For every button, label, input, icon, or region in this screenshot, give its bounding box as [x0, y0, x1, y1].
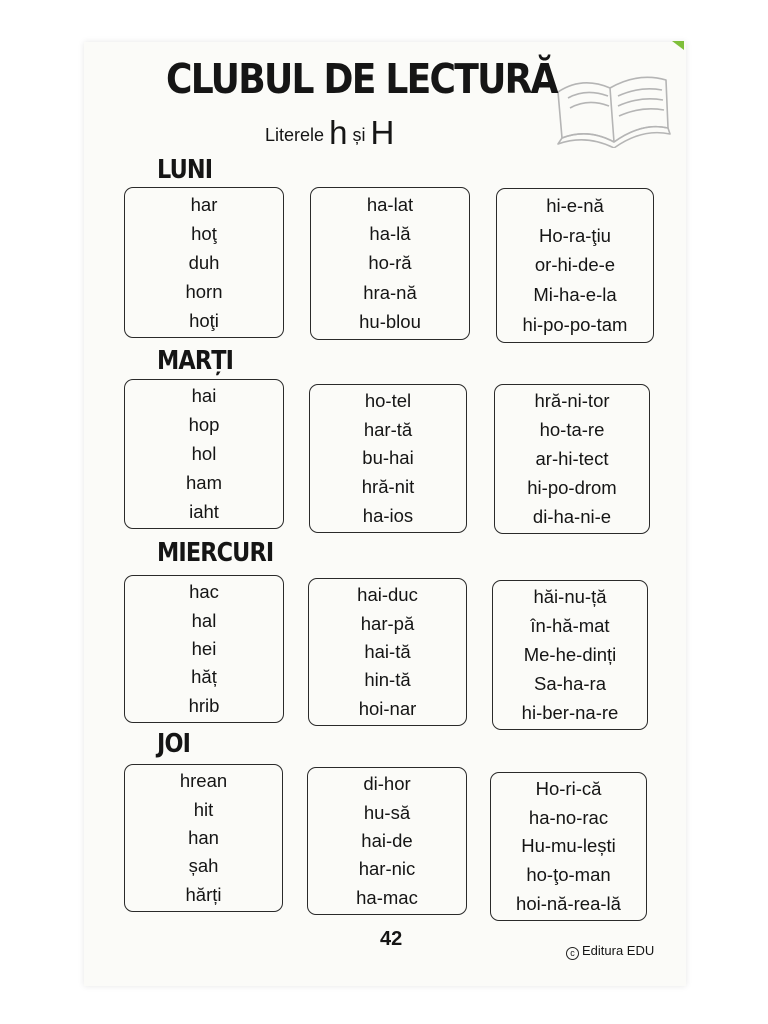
- word-box-luni-1: [124, 187, 284, 338]
- word-box-luni-3: [496, 188, 654, 343]
- word: ha-ios: [362, 504, 414, 526]
- word: hu-blou: [359, 311, 421, 333]
- word: hin-tă: [364, 669, 411, 691]
- word: ho-ră: [368, 252, 412, 274]
- word: har-pă: [360, 612, 415, 634]
- word: horn: [185, 280, 223, 302]
- copyright-icon: c: [566, 947, 579, 960]
- word-box-joi-1: [124, 764, 283, 912]
- word: hai-duc: [357, 584, 418, 606]
- page-number: 42: [380, 928, 403, 950]
- word: hăț: [191, 666, 217, 688]
- word-box-joi-3: [490, 772, 647, 921]
- word: ha-lă: [369, 223, 411, 245]
- subtitle-conjunction: și: [352, 125, 366, 145]
- corner-tab-mark: [672, 41, 684, 50]
- word: Ho-ri-că: [535, 778, 602, 800]
- word: hi-ber-na-re: [521, 701, 619, 723]
- publisher-credit: [566, 943, 654, 960]
- publisher-name: Editura EDU: [582, 943, 655, 958]
- word: hol: [191, 442, 217, 464]
- word-box-joi-2: [307, 767, 467, 915]
- word: hra-nă: [363, 281, 417, 303]
- word: hărți: [185, 883, 222, 905]
- letters-subtitle: [265, 114, 394, 154]
- word: ar-hi-tect: [535, 447, 609, 469]
- word: hăi-nu-ță: [533, 586, 607, 608]
- subtitle-prefix: Literele: [265, 125, 325, 145]
- word: hai-tă: [364, 640, 411, 662]
- day-label-luni: LUNI: [157, 155, 213, 185]
- word: ho-tel: [364, 390, 412, 412]
- word: di-ha-ni-e: [532, 505, 612, 527]
- word-box-luni-2: [310, 187, 470, 340]
- word: hop: [188, 414, 220, 436]
- word: hoţi: [189, 309, 219, 331]
- letter-uppercase: H: [370, 114, 395, 151]
- word: hrib: [188, 694, 220, 716]
- word: în-hă-mat: [530, 615, 610, 637]
- word: șah: [188, 855, 219, 877]
- word: ha-no-rac: [528, 806, 609, 828]
- word: ho-ţo-man: [526, 864, 611, 886]
- word: Sa-ha-ra: [534, 672, 606, 694]
- page-title: CLUBUL DE LECTURĂ: [166, 55, 557, 103]
- day-label-marti: MARȚI: [157, 346, 234, 376]
- word: duh: [188, 251, 220, 273]
- word: hrean: [179, 770, 228, 792]
- word-box-marti-2: [309, 384, 467, 533]
- word: hit: [193, 798, 214, 820]
- word-box-marti-1: [124, 379, 284, 529]
- word: Ho-ra-ţiu: [539, 224, 611, 246]
- word: hu-să: [363, 801, 411, 823]
- open-book-icon: [552, 58, 674, 148]
- word-box-miercuri-2: [308, 578, 467, 726]
- word: hai: [191, 385, 217, 407]
- word: Hu-mu-lești: [521, 835, 616, 857]
- word: hi-e-nă: [546, 194, 604, 216]
- word: hră-ni-tor: [534, 390, 610, 412]
- word-box-marti-3: [494, 384, 650, 534]
- word: ha-mac: [356, 886, 418, 908]
- word: har: [190, 193, 218, 215]
- word: hal: [191, 609, 217, 631]
- word: har-nic: [358, 858, 416, 880]
- word: Me-he-dinți: [523, 643, 617, 665]
- word: or-hi-de-e: [534, 254, 616, 276]
- letter-lowercase: h: [329, 114, 348, 151]
- word: hi-po-po-tam: [522, 314, 628, 336]
- word: bu-hai: [362, 447, 414, 469]
- word: har-tă: [363, 418, 413, 440]
- word: hoţ: [191, 222, 217, 244]
- word: hoi-nă-rea-lă: [516, 892, 621, 914]
- day-label-miercuri: MIERCURI: [157, 538, 274, 568]
- word: Mi-ha-e-la: [533, 284, 617, 306]
- day-label-joi: JOI: [157, 729, 191, 759]
- word: ho-ta-re: [539, 419, 605, 441]
- word: hră-nit: [361, 476, 415, 498]
- word-box-miercuri-3: [492, 580, 648, 730]
- word: hoi-nar: [358, 697, 417, 719]
- word-box-miercuri-1: [124, 575, 284, 723]
- word: di-hor: [363, 773, 411, 795]
- word: hei: [191, 637, 217, 659]
- word: hai-de: [361, 829, 413, 851]
- word: hi-po-drom: [527, 476, 617, 498]
- word: han: [188, 826, 219, 848]
- word: ha-lat: [366, 193, 414, 215]
- word: ham: [186, 471, 222, 493]
- word: hac: [189, 581, 219, 603]
- word: iaht: [189, 500, 219, 522]
